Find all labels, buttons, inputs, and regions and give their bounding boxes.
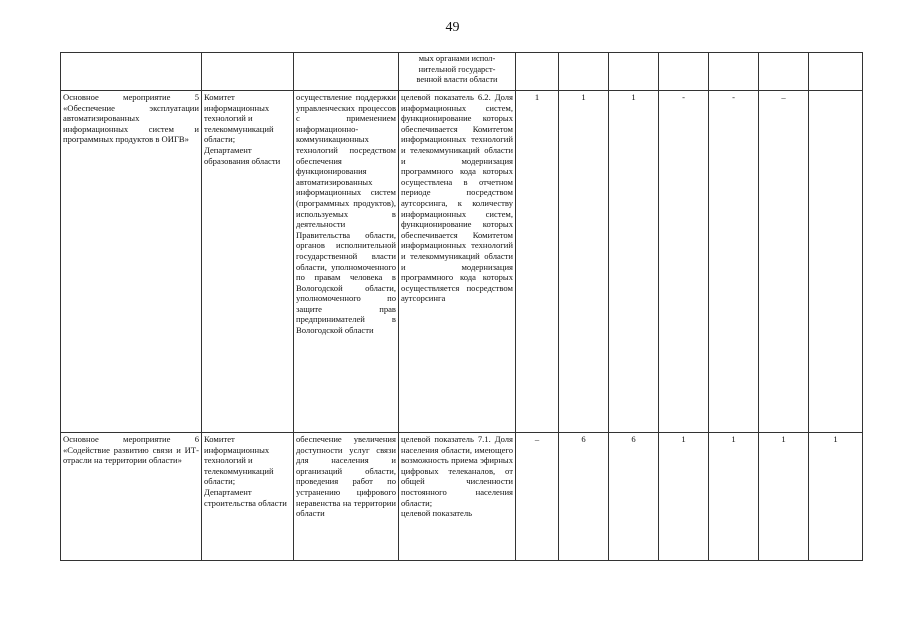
table-row (61, 91, 863, 433)
description-cell (294, 53, 399, 91)
executor-cell: Комитет информационных технологий и телекоммуникаций области; Департамент строительства области (202, 433, 294, 561)
value-cell: 6 (559, 433, 609, 561)
measure-cell: Основное мероприятие 6 «Содействие развитию связи и ИТ-отрасли на территории области» (61, 433, 202, 561)
value-cell (516, 53, 559, 91)
value-cell: – (516, 433, 559, 561)
program-table (60, 52, 863, 561)
value-cell: 1 (516, 91, 559, 433)
measure-cell (61, 53, 202, 91)
value-cell (759, 53, 809, 91)
value-cell: 1 (709, 433, 759, 561)
value-cell (609, 53, 659, 91)
value-cell (809, 91, 863, 433)
value-cell (559, 53, 609, 91)
indicator-cell: целевой показатель 7.1. Доля населения области, имеющего возможность приема эфирных цифровых телеканалов, от общей численности постоянного населения области; целевой показатель (399, 433, 516, 561)
value-cell (659, 53, 709, 91)
indicator-cell: мых органами испол- нительной государст- венной власти области (399, 53, 516, 91)
value-cell: 1 (559, 91, 609, 433)
value-cell: - (709, 91, 759, 433)
page-number: 49 (445, 20, 460, 35)
measure-cell: Основное мероприятие 5 «Обеспечение эксплуатации автоматизированных информационных систем и программных продуктов в ОИГВ» (61, 91, 202, 433)
value-cell: 6 (609, 433, 659, 561)
executor-cell: Комитет информационных технологий и телекоммуникаций области; Департамент образования области (202, 91, 294, 433)
description-cell: обеспечение увеличения доступности услуг связи для населения и организаций области, проведения работ по устранению цифрового неравенства на территории области (294, 433, 399, 561)
value-cell: - (659, 91, 709, 433)
value-cell: – (759, 91, 809, 433)
description-cell: осуществление поддержки управленческих процессов с применением информационно-коммуникационных технологий посредством обеспечения функционирования автоматизированных информационных систем (программных продуктов), используемых в деятельности Правительства области, органов исполнительной государственной власти области, уполномоченного по правам человека в Вологодской области, уполномоченного по защите прав предпринимателей в Вологодской области (294, 91, 399, 433)
value-cell: 1 (759, 433, 809, 561)
table-row (61, 53, 863, 91)
table-row (61, 433, 863, 561)
value-cell: 1 (809, 433, 863, 561)
value-cell: 1 (609, 91, 659, 433)
executor-cell (202, 53, 294, 91)
indicator-cell: целевой показатель 6.2. Доля информационных систем, функционирование которых обеспечивается Комитетом информационных технологий и телекоммуникаций области и модернизация программного кода которых осуществлена в отчетном периоде посредством аутсорсинга, к количеству информационных систем, функционирование которых обеспечивается Комитетом информационных технологий и телекоммуникаций области и модернизация программного кода которых осуществляется посредством аутсорсинга (399, 91, 516, 433)
value-cell (809, 53, 863, 91)
value-cell (709, 53, 759, 91)
value-cell: 1 (659, 433, 709, 561)
